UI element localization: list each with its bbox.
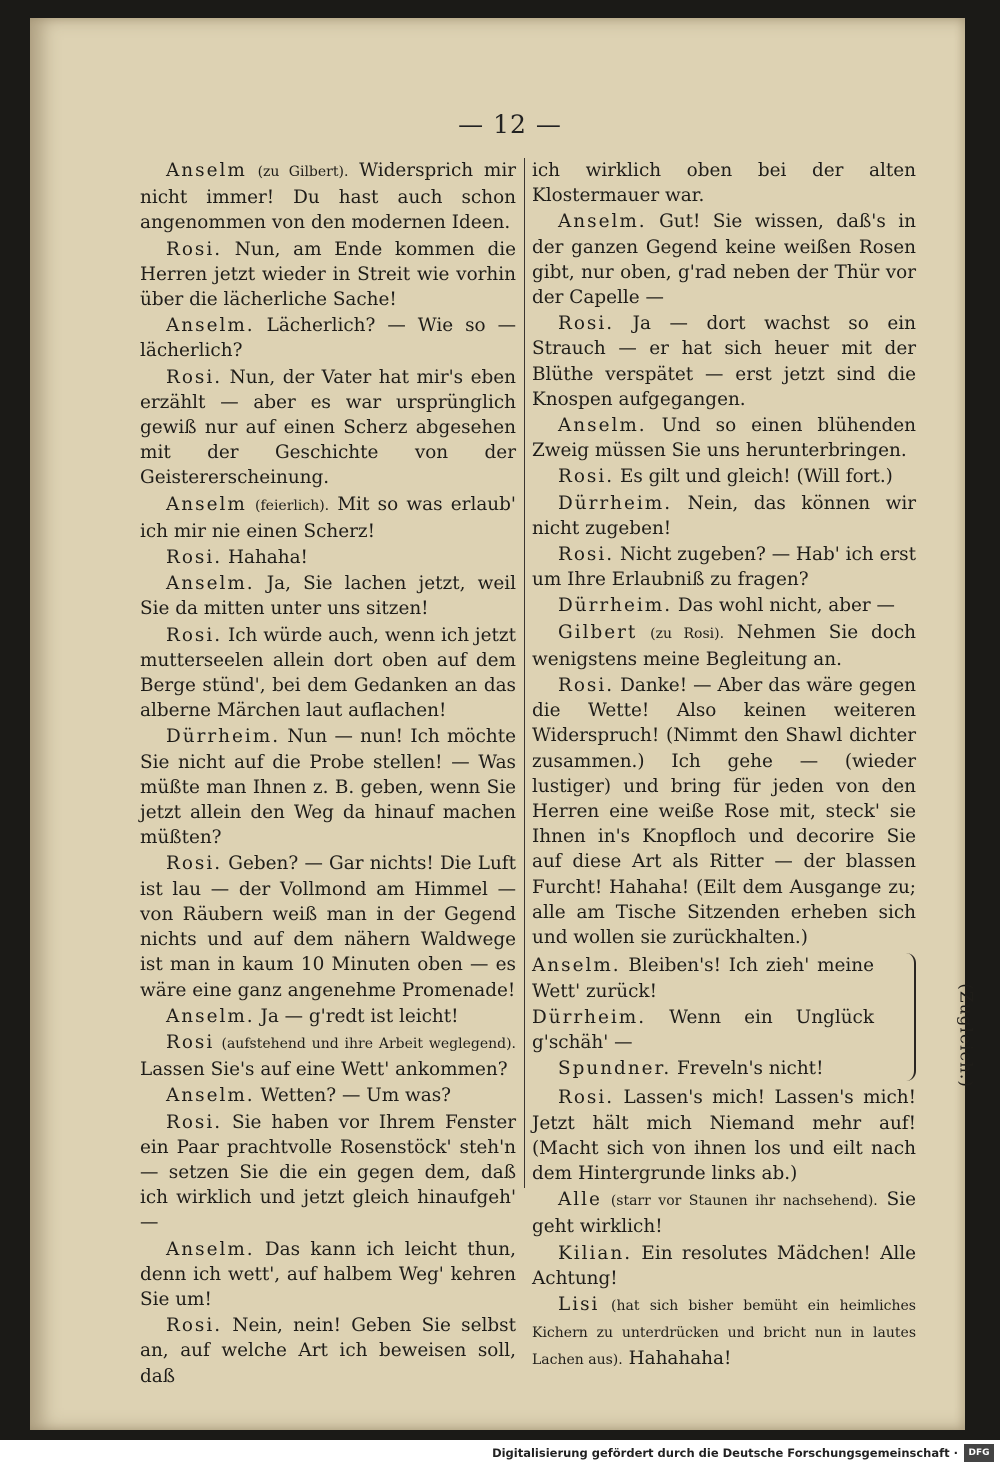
speech-text: Und so einen blühenden Zweig müssen Sie uns herunterbringen. [532, 415, 916, 462]
speech-paragraph [532, 491, 916, 541]
speaker-name: Anselm. [166, 1238, 255, 1260]
speech-paragraph [532, 311, 916, 412]
speech-text: Hahahaha! [622, 1348, 732, 1370]
speech-text: Sie haben vor Ihrem Fenster ein Paar prachtvolle Rosenstöck' steh'n — setzen Sie die ein gegen dem, daß ich wirklich und jetzt gleich hinaufgeh' — [140, 1111, 516, 1234]
speech-text: Lächerlich? — Wie so — lächerlich? [140, 315, 516, 362]
speech-text: Freveln's nicht! [671, 1058, 824, 1080]
speech-text: Ja — dort wachst so ein Strauch — er hat sich heuer mit der Blüthe verspätet — erst jetzt sind die Knospen aufgegangen. [532, 313, 916, 410]
speech-text: Geben? — Gar nichts! Die Luft ist lau — der Vollmond am Himmel — von Räubern weiß man in der Gegend nichts und auf dem nähern Waldwege ist man in kaum 10 Minuten oben — es wäre eine ganz angenehme Promenade! [140, 853, 516, 1001]
speech-text: Das kann ich leicht thun, denn ich wett', auf halbem Weg' kehren Sie um! [140, 1238, 516, 1310]
speaker-name: Rosi. [558, 466, 615, 488]
speech-text: Ein resolutes Mädchen! Alle Achtung! [532, 1242, 916, 1289]
page-number: — 12 — [458, 110, 562, 139]
together-lines [532, 953, 874, 1081]
speaker-name: Rosi. [166, 1111, 223, 1133]
speech-paragraph [140, 313, 516, 363]
speech-text: Wetten? — Um was? [254, 1085, 451, 1107]
speaker-name: Dürrheim. [558, 595, 673, 617]
speaker-name: Rosi. [166, 1315, 223, 1337]
funding-note: Digitalisierung gefördert durch die Deutsche Forschungsgemeinschaft · [492, 1446, 958, 1460]
speech-text: Es gilt und gleich! (Will fort.) [614, 466, 893, 488]
stage-direction: (aufstehend und ihre Arbeit weglegend). [221, 1035, 516, 1052]
speaker-name: Rosi. [166, 366, 223, 388]
continued-line: ich wirklich oben bei der alten Klostermauer war. [532, 160, 916, 207]
speech-paragraph [140, 365, 516, 491]
speaker-name: Anselm. [558, 211, 647, 233]
speech-paragraph [532, 413, 916, 463]
speaker-name: Rosi. [558, 313, 615, 335]
speech-text: Nun, der Vater hat mir's eben erzählt — aber es war ursprünglich gewiß nur auf einen Scherz abgesehen mit der Geschichte von der Geistererscheinung. [140, 366, 516, 489]
speech-paragraph [532, 1085, 916, 1186]
speech-text: Lassen Sie's auf eine Wett' ankommen? [140, 1059, 508, 1081]
footer-bar [0, 1440, 1000, 1468]
speech-text: Nehmen Sie doch wenigstens meine Begleitung an. [532, 621, 916, 670]
speaker-name: Anselm. [166, 1005, 255, 1027]
speech-paragraph [140, 1237, 516, 1313]
speaker-name: Rosi. [558, 1087, 615, 1109]
speech-paragraph [140, 1313, 516, 1389]
speech-paragraph [140, 1083, 516, 1108]
stage-direction: (starr vor Staunen ihr nachsehend). [610, 1193, 878, 1210]
left-column [140, 158, 516, 1390]
speaker-name: Anselm. [166, 315, 255, 337]
stage-direction: (zu Rosi). [650, 625, 725, 642]
speech-paragraph [532, 620, 916, 672]
speech-paragraph [532, 464, 916, 489]
speech-paragraph [140, 545, 516, 570]
speaker-name: Spundner. [558, 1058, 672, 1080]
right-column [532, 158, 976, 1375]
speech-text: Mit so was erlaub' ich mir nie einen Scherz! [140, 493, 516, 542]
speaker-name: Rosi. [166, 853, 223, 875]
speaker-name: Dürrheim. [166, 726, 281, 748]
speech-text: Nein, nein! Geben Sie selbst an, auf welche Art ich beweisen soll, daß [140, 1315, 516, 1387]
speaker-name: Gilbert [558, 621, 638, 643]
stage-direction: (feierlich). [255, 497, 330, 514]
speech-text: Hahaha! [222, 547, 308, 569]
speaker-name: Rosi. [558, 675, 615, 697]
speech-paragraph [532, 953, 874, 1003]
dfg-logo: DFG [964, 1444, 994, 1462]
speech-paragraph [140, 1110, 516, 1236]
speaker-name: Anselm. [166, 573, 255, 595]
speech-paragraph [532, 542, 916, 592]
speech-paragraph [140, 571, 516, 621]
speech-text: Nicht zugeben? — Hab' ich erst um Ihre Erlaubniß zu fragen? [532, 544, 916, 591]
speech-paragraph [532, 1292, 916, 1374]
speech-text: Nun — nun! Ich möchte Sie nicht auf die Probe stellen! — Was müßte man Ihnen z. B. geben, wenn Sie jetzt allein den Weg da hinauf machen müßten? [140, 726, 516, 849]
stage-direction: (hat sich bisher bemüht ein heimliches Kichern zu unterdrücken und bricht nun in lautes Lachen aus). [532, 1297, 916, 1369]
speech-paragraph [532, 593, 916, 618]
speaker-name: Rosi. [166, 238, 223, 260]
column-divider [524, 158, 525, 1188]
speaker-name: Anselm. [532, 955, 621, 977]
speech-text: Ich würde auch, wenn ich jetzt mutterseelen allein dort oben auf dem Berge stünd', bei dem Gedanken an das alberne Märchen laut auflachen! [140, 624, 516, 722]
speech-paragraph [532, 1056, 874, 1081]
speech-text: Sie geht wirklich! [532, 1189, 916, 1238]
together-group [532, 953, 976, 1089]
stage-direction: (zu Gilbert). [257, 164, 349, 180]
speaker-name: Lisi [558, 1293, 600, 1315]
speech-paragraph [532, 673, 916, 950]
speaker-name: Dürrheim. [532, 1006, 647, 1028]
speech-text: Lassen's mich! Lassen's mich! Jetzt hält mich Niemand mehr auf! (Macht sich von ihnen los und eilt nach dem Hintergrunde links ab.) [532, 1087, 916, 1184]
speech-text: Nun, am Ende kommen die Herren jetzt wieder in Streit wie vorhin über die lächerliche Sache! [140, 238, 516, 311]
speech-paragraph [140, 851, 516, 1002]
speaker-name: Rosi. [166, 624, 223, 646]
speech-text: Das wohl nicht, aber — [672, 595, 895, 617]
speaker-name: Kilian. [558, 1242, 633, 1264]
speech-paragraph [140, 237, 516, 313]
speaker-name: Anselm [166, 493, 247, 515]
speech-text: Bleiben's! Ich zieh' meine Wett' zurück! [532, 955, 874, 1002]
speech-paragraph [532, 209, 916, 310]
right-after-group [532, 1085, 916, 1373]
speech-paragraph [140, 1004, 516, 1029]
speaker-name: Anselm. [166, 1085, 255, 1107]
together-label: (Zugleich.) [955, 983, 976, 1089]
speech-paragraph [140, 724, 516, 850]
speech-paragraph [532, 1187, 916, 1239]
speech-paragraph [532, 1005, 874, 1055]
speech-text: Ja — g'redt ist leicht! [254, 1005, 459, 1027]
speech-text: Widersprich mir nicht immer! Du hast auch schon angenommen von den modernen Ideen. [140, 160, 516, 234]
speaker-name: Rosi [166, 1031, 215, 1053]
speech-text: Gut! Sie wissen, daß's in der ganzen Gegend keine weißen Rosen gibt, nur oben, g'rad neben der Thür vor der Capelle — [532, 211, 916, 309]
speaker-name: Dürrheim. [558, 492, 673, 514]
speaker-name: Rosi. [166, 547, 223, 569]
speech-paragraph [140, 1030, 516, 1082]
speech-paragraph [532, 1241, 916, 1291]
speech-text: Ja, Sie lachen jetzt, weil Sie da mitten unter uns sitzen! [140, 573, 516, 620]
right-before-group [532, 209, 916, 950]
speaker-name: Anselm. [558, 415, 647, 437]
speech-paragraph [140, 623, 516, 724]
speech-paragraph [140, 492, 516, 544]
speech-text: Wenn ein Unglück g'schäh' — [532, 1006, 874, 1053]
speaker-name: Rosi. [558, 544, 615, 566]
speech-text: Danke! — Aber das wäre gegen die Wette! Also keinen weiteren Widerspruch! (Nimmt den Shawl dichter zusammen.) Ich gehe — (wieder lustiger) und bring für jeden von den Herren eine weiße Rose mit, steck' sie Ihnen in's Knopfloch und decorire Sie auf diese Art als Ritter — der blassen Furcht! Hahaha! (Eilt dem Ausgange zu; alle am Tische Sitzenden erheben sich und wollen sie zurückhalten.) [532, 675, 916, 949]
speech-text: Nein, das können wir nicht zugeben! [532, 492, 916, 539]
speaker-name: Anselm [166, 160, 247, 181]
speech-paragraph [140, 158, 516, 236]
speaker-name: Alle [558, 1189, 602, 1211]
